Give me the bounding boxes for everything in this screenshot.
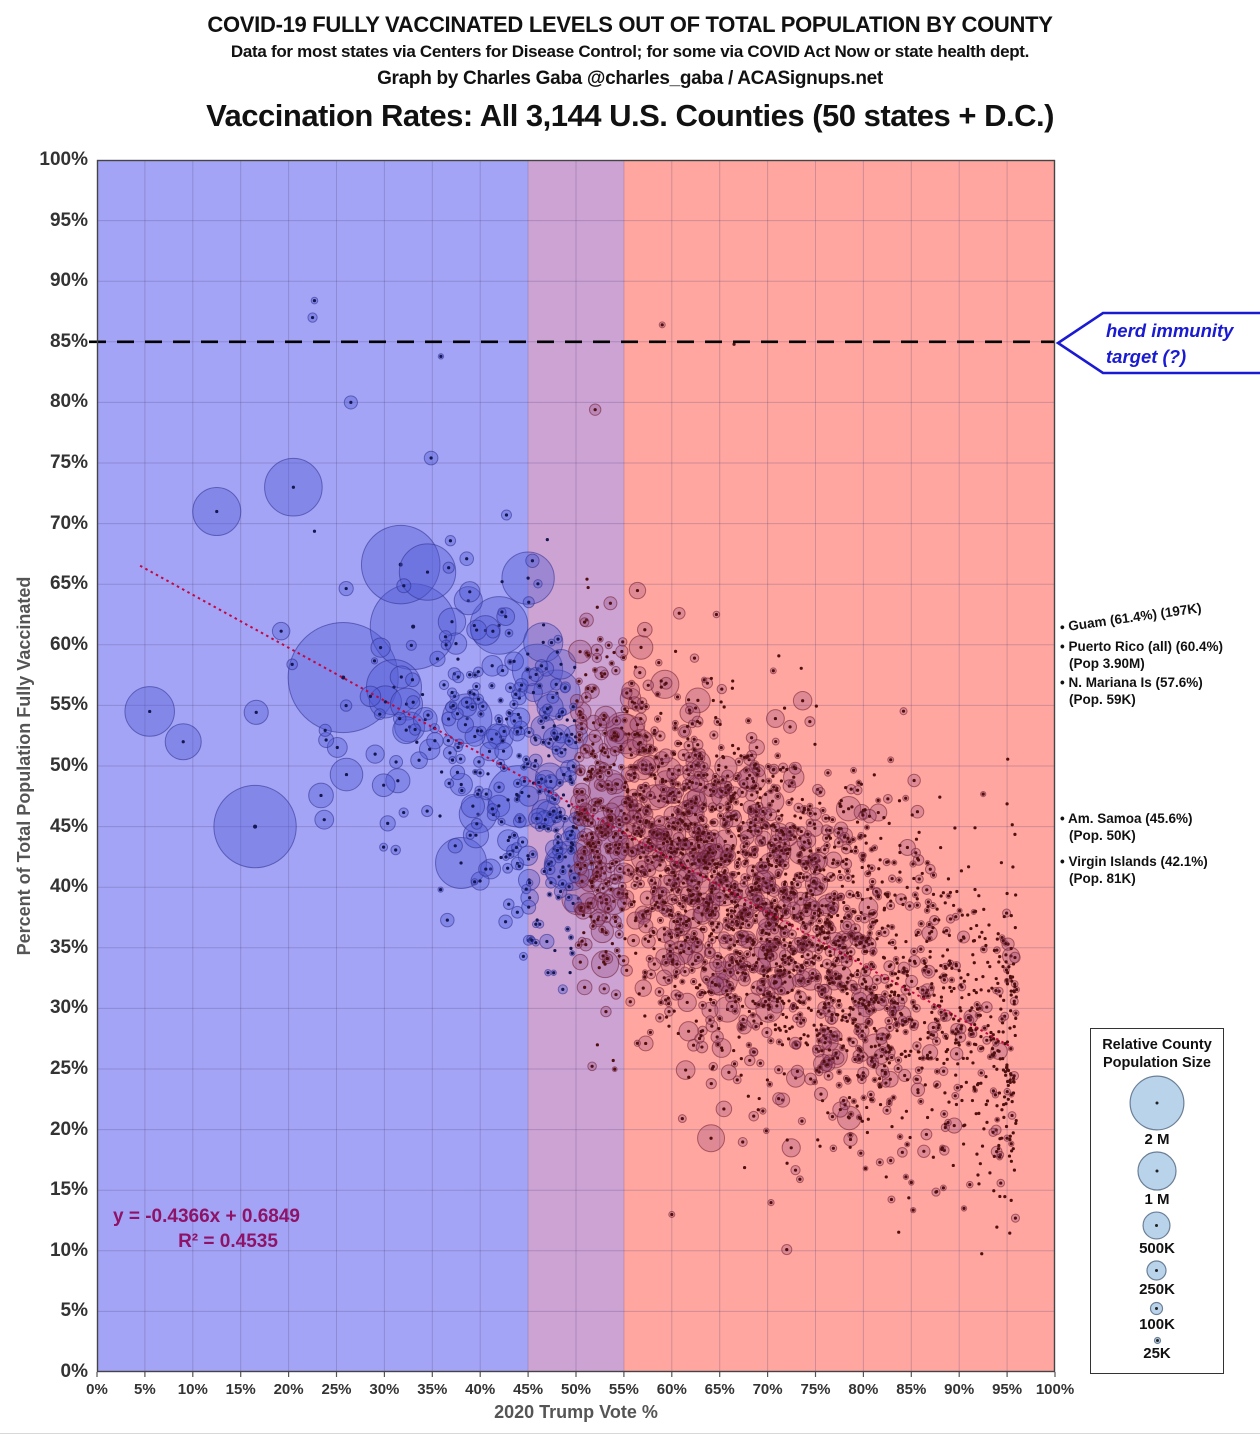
- territory-name-line: • Virgin Islands (42.1%): [1060, 853, 1208, 869]
- territory-pop-line: (Pop. 59K): [1069, 691, 1136, 707]
- y-tick-label: 70%: [49, 512, 88, 534]
- territory-pop-line: (Pop. 81K): [1069, 870, 1136, 886]
- y-tick-label: 20%: [49, 1118, 88, 1140]
- x-tick-label: 80%: [848, 1381, 879, 1398]
- territory-name-line: • N. Mariana Is (57.6%): [1060, 674, 1203, 690]
- territory-annotation: [1060, 674, 1203, 708]
- chart-header-line1: COVID-19 FULLY VACCINATED LEVELS OUT OF TOTAL POPULATION BY COUNTY: [207, 12, 1053, 37]
- legend-title-line2: Population Size: [1103, 1055, 1211, 1071]
- x-axis-title: 2020 Trump Vote %: [494, 1402, 658, 1422]
- herd-immunity-callout: [1056, 305, 1260, 381]
- territory-name-line: • Guam (61.4%) (197K): [1058, 600, 1203, 635]
- legend-size-circle: [1128, 1074, 1186, 1132]
- herd-immunity-label-line1: herd immunity: [1106, 320, 1234, 341]
- y-tick-label: 25%: [49, 1058, 88, 1079]
- x-tick-label: 20%: [273, 1381, 304, 1398]
- chart-header-line2: Data for most states via Centers for Disease Control; for some via COVID Act Now or state health dept.: [230, 42, 1030, 61]
- legend-size-label: 1 M: [1144, 1191, 1170, 1208]
- x-tick-label: 65%: [704, 1381, 735, 1398]
- y-tick-label: 45%: [49, 815, 88, 837]
- x-tick-label: 70%: [752, 1381, 783, 1398]
- y-tick-label: 95%: [49, 209, 88, 231]
- legend-size-label: 500K: [1139, 1240, 1175, 1257]
- x-tick-label: 60%: [656, 1381, 687, 1398]
- x-tick-label: 50%: [560, 1381, 592, 1398]
- territory-pop-line: (Pop 3.90M): [1069, 655, 1145, 671]
- bottom-divider: [0, 1433, 1260, 1434]
- territory-name-line: • Puerto Rico (all) (60.4%): [1060, 638, 1224, 654]
- legend-size-label: 25K: [1143, 1345, 1171, 1362]
- legend-size-circle: [1148, 1300, 1165, 1317]
- x-tick-label: 95%: [992, 1381, 1023, 1398]
- legend-title-line1: Relative County: [1102, 1037, 1212, 1053]
- x-axis-ticks: [97, 1372, 1055, 1377]
- y-tick-label: 35%: [49, 936, 88, 958]
- x-tick-label: 85%: [896, 1381, 927, 1398]
- y-tick-label: 50%: [49, 755, 88, 776]
- legend-size-label: 100K: [1139, 1316, 1175, 1333]
- y-tick-label: 5%: [60, 1300, 88, 1322]
- y-tick-label: 15%: [49, 1179, 88, 1201]
- y-tick-label: 75%: [49, 452, 88, 473]
- x-tick-label: 45%: [513, 1381, 544, 1398]
- y-tick-label: 60%: [49, 633, 88, 655]
- legend-size-circle: [1141, 1210, 1172, 1241]
- x-tick-label: 10%: [177, 1381, 208, 1398]
- legend-size-label: 250K: [1139, 1281, 1175, 1298]
- x-tick-label: 35%: [417, 1381, 448, 1398]
- x-tick-label: 25%: [321, 1381, 352, 1398]
- x-tick-label: 75%: [800, 1381, 831, 1398]
- y-tick-label: 100%: [39, 149, 88, 170]
- y-tick-label: 30%: [49, 997, 88, 1019]
- y-tick-label: 80%: [49, 391, 88, 413]
- legend-size-circle: [1145, 1259, 1168, 1282]
- territory-pop-line: (Pop. 50K): [1069, 828, 1136, 844]
- population-size-legend: [1090, 1028, 1224, 1374]
- x-tick-label: 15%: [225, 1381, 256, 1398]
- x-tick-label: 100%: [1035, 1381, 1075, 1398]
- y-tick-label: 0%: [60, 1361, 88, 1382]
- herd-immunity-label-line2: target (?): [1106, 346, 1187, 367]
- territory-annotation: [1060, 638, 1223, 672]
- y-tick-label: 55%: [49, 694, 88, 716]
- regression-r-squared: R² = 0.4535: [178, 1231, 278, 1252]
- territory-annotation: [1060, 810, 1193, 844]
- y-tick-label: 90%: [49, 270, 88, 292]
- x-tick-label: 5%: [134, 1381, 156, 1398]
- x-tick-label: 55%: [608, 1381, 639, 1398]
- x-tick-label: 0%: [86, 1381, 108, 1398]
- y-tick-label: 85%: [49, 330, 88, 352]
- legend-size-item: [1139, 1300, 1175, 1333]
- legend-size-label: 2 M: [1144, 1131, 1170, 1148]
- legend-size-item: [1139, 1210, 1175, 1257]
- legend-size-item: [1139, 1259, 1175, 1298]
- y-tick-label: 65%: [49, 573, 88, 595]
- scatter-plot-area: [97, 160, 1055, 1372]
- territory-annotation: [1059, 599, 1203, 636]
- x-tick-label: 90%: [944, 1381, 975, 1398]
- x-tick-label: 40%: [465, 1381, 496, 1398]
- territory-name-line: • Am. Samoa (45.6%): [1060, 811, 1193, 827]
- x-tick-label: 30%: [369, 1381, 400, 1398]
- legend-size-item: [1128, 1074, 1186, 1148]
- regression-formula: y = -0.4366x + 0.6849: [113, 1206, 300, 1227]
- y-tick-label: 10%: [49, 1239, 88, 1261]
- y-axis-title: Percent of Total Population Fully Vaccinated: [14, 576, 34, 956]
- chart-main-title: Vaccination Rates: All 3,144 U.S. Counties (50 states + D.C.): [206, 98, 1054, 133]
- chart-credit-line: Graph by Charles Gaba @charles_gaba / ACASignups.net: [377, 68, 883, 89]
- regression-equation: [113, 1206, 343, 1253]
- legend-size-circle: [1136, 1150, 1178, 1192]
- legend-size-item: [1136, 1150, 1178, 1208]
- territory-annotation: [1060, 853, 1208, 887]
- y-tick-label: 40%: [49, 876, 88, 898]
- legend-size-item: [1143, 1335, 1171, 1362]
